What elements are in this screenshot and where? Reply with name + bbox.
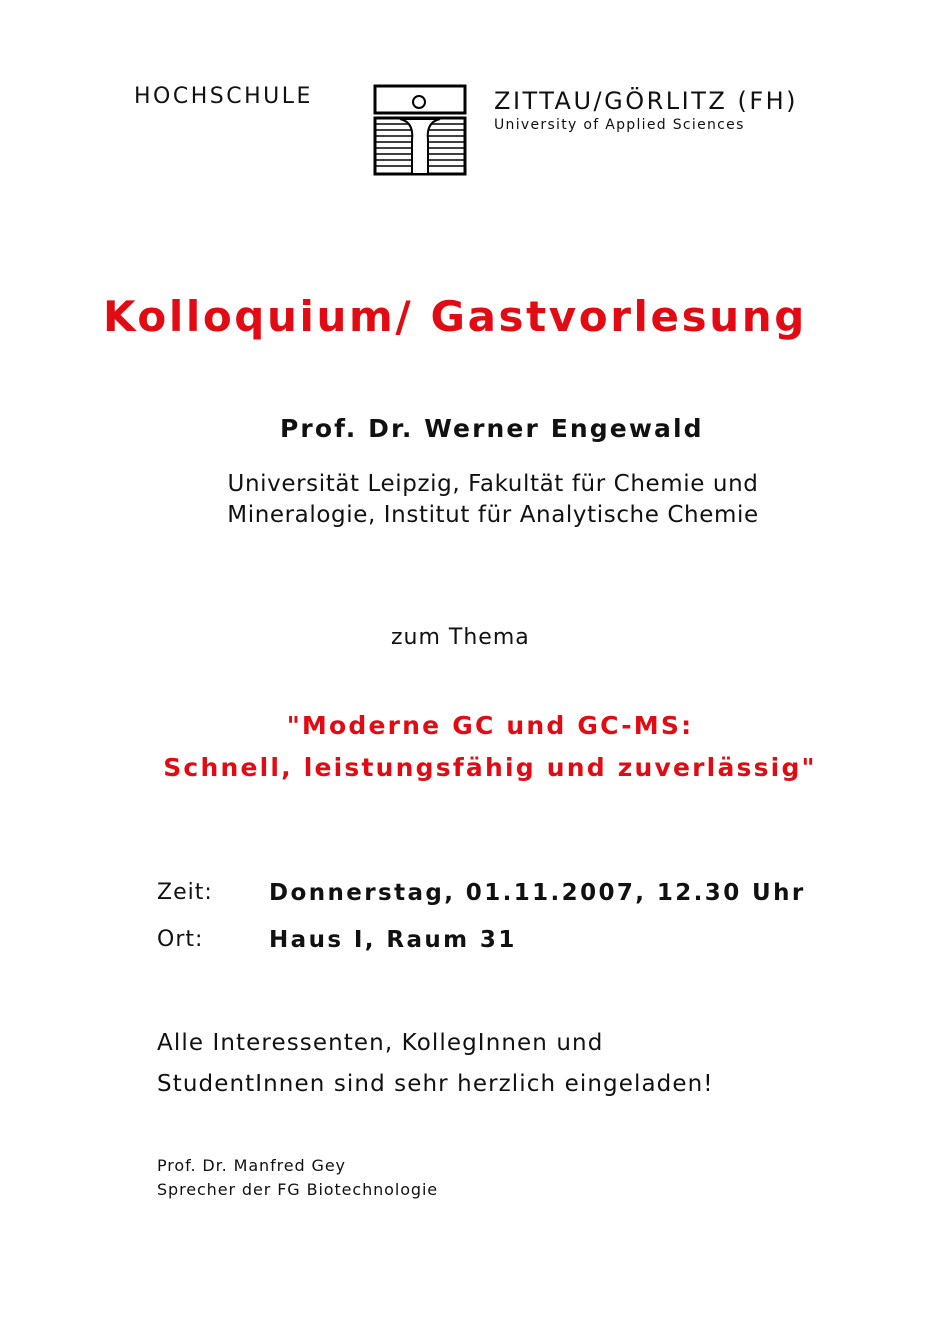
speaker-affiliation-line-2: Mineralogie, Institut für Analytische Chemie [227, 502, 759, 528]
university-logo-icon [372, 84, 468, 178]
time-label: Zeit: [157, 880, 213, 905]
place-label: Ort: [157, 927, 204, 952]
place-value: Haus I, Raum 31 [269, 927, 517, 953]
page-title: Kolloquium/ Gastvorlesung [103, 292, 807, 341]
topic-title-line-1: "Moderne GC und GC-MS: [286, 711, 694, 740]
signature-name: Prof. Dr. Manfred Gey [157, 1156, 346, 1175]
topic-intro: zum Thema [391, 625, 530, 650]
signature-role: Sprecher der FG Biotechnologie [157, 1180, 439, 1199]
time-value: Donnerstag, 01.11.2007, 12.30 Uhr [269, 880, 806, 906]
university-subtitle: University of Applied Sciences [494, 117, 745, 133]
speaker-affiliation-line-1: Universität Leipzig, Fakultät für Chemie und [227, 471, 759, 497]
topic-title-line-2: Schnell, leistungsfähig und zuverlässig" [163, 753, 817, 782]
invitation-line-1: Alle Interessenten, KollegInnen und [157, 1030, 604, 1056]
university-name: ZITTAU/GÖRLITZ (FH) [494, 87, 799, 115]
speaker-name: Prof. Dr. Werner Engewald [280, 414, 704, 443]
header-left-text: HOCHSCHULE [134, 84, 313, 109]
invitation-line-2: StudentInnen sind sehr herzlich eingeladen! [157, 1071, 714, 1097]
